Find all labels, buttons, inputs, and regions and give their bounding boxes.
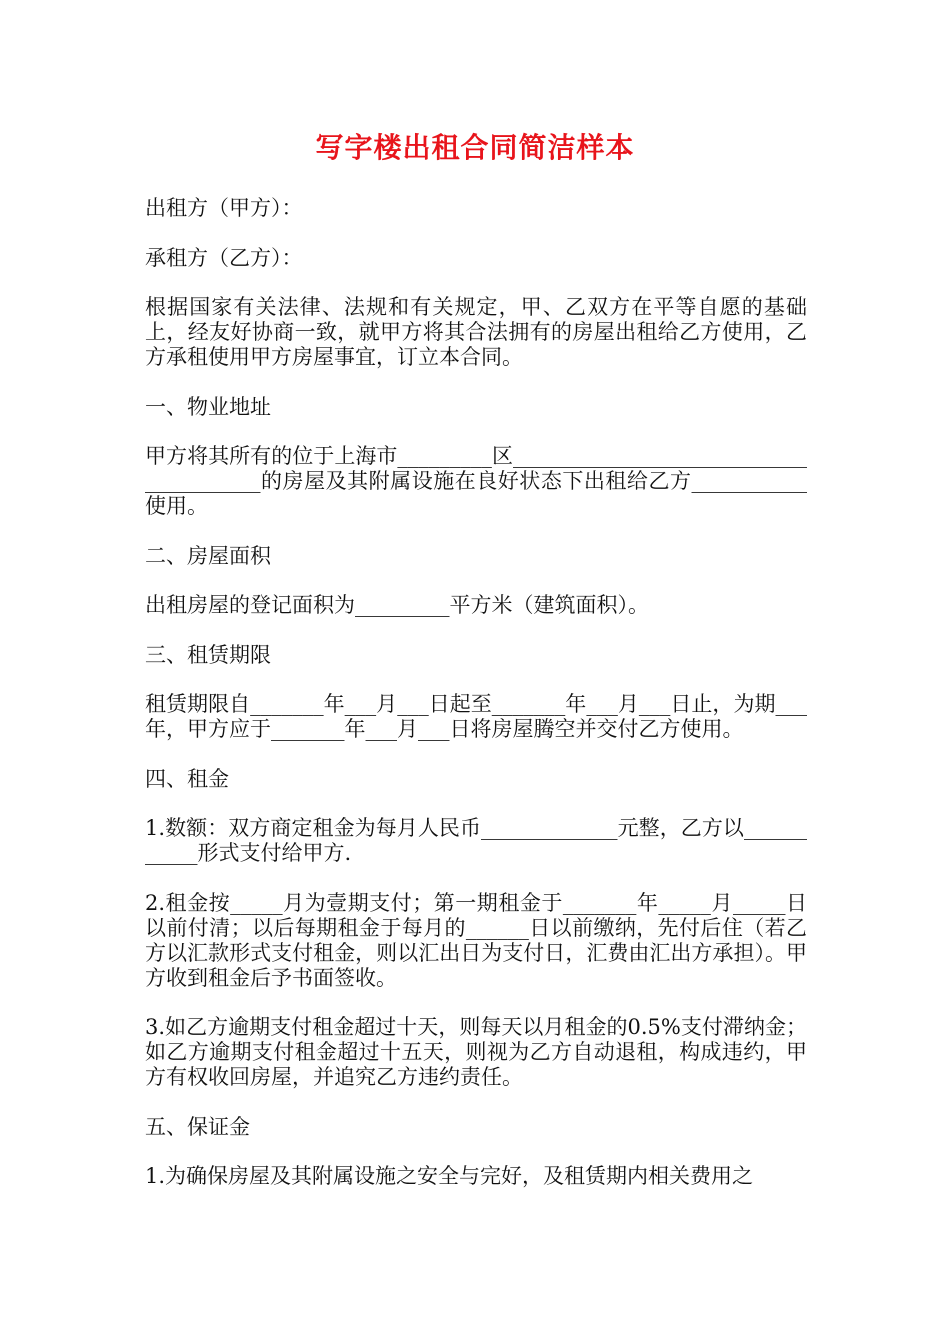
paragraph-term: 租赁期限自_______年___月___日起至_______年___月___日止，为期___年，甲方应于_______年___月___日将房屋腾空并交付乙方使用。: [145, 692, 807, 741]
paragraph-lessor: 出租方（甲方）：: [145, 196, 303, 220]
paragraph-rent-late: 3.如乙方逾期支付租金超过十天，则每天以月租金的0.5%支付滞纳金；如乙方逾期支付租金超过十五天，则视为乙方自动退租，构成违约，甲方有权收回房屋，并追究乙方违约责任。: [145, 1015, 807, 1089]
paragraph-lessee: 承租方（乙方）：: [145, 245, 303, 270]
section-heading-rent: 四、租金: [145, 766, 229, 791]
paragraph-address: 甲方将其所有的位于上海市_________区_______________________________________的房屋及其附属设施在良好状态下出租给乙方___________使用。: [145, 444, 807, 518]
document-body: [145, 196, 807, 1214]
paragraph-rent-payment: 2.租金按_____月为壹期支付；第一期租金于_______年_____月_____日以前付清；以后每期租金于每月的______日以前缴纳，先付后住（若乙方以汇款形式支付租金，则以汇出日为支付日，汇费由汇出方承担）。甲方收到租金后予书面签收。: [145, 890, 807, 990]
section-heading-area: 二、房屋面积: [145, 543, 271, 568]
paragraph-preamble: 根据国家有关法律、法规和有关规定，甲、乙双方在平等自愿的基础上，经友好协商一致，就甲方将其合法拥有的房屋出租给乙方使用，乙方承租使用甲方房屋事宜，订立本合同。: [145, 295, 807, 369]
paragraph-deposit: 1.为确保房屋及其附属设施之安全与完好，及租赁期内相关费用之: [145, 1164, 754, 1188]
section-heading-deposit: 五、保证金: [145, 1114, 250, 1139]
paragraph-rent-amount: 1.数额：双方商定租金为每月人民币_____________元整，乙方以___________形式支付给甲方.: [145, 816, 807, 865]
section-heading-address: 一、物业地址: [145, 394, 271, 419]
paragraph-area: 出租房屋的登记面积为_________平方米（建筑面积）。: [145, 593, 649, 617]
document-title: 写字楼出租合同简洁样本: [315, 131, 635, 164]
section-heading-term: 三、租赁期限: [145, 642, 271, 667]
